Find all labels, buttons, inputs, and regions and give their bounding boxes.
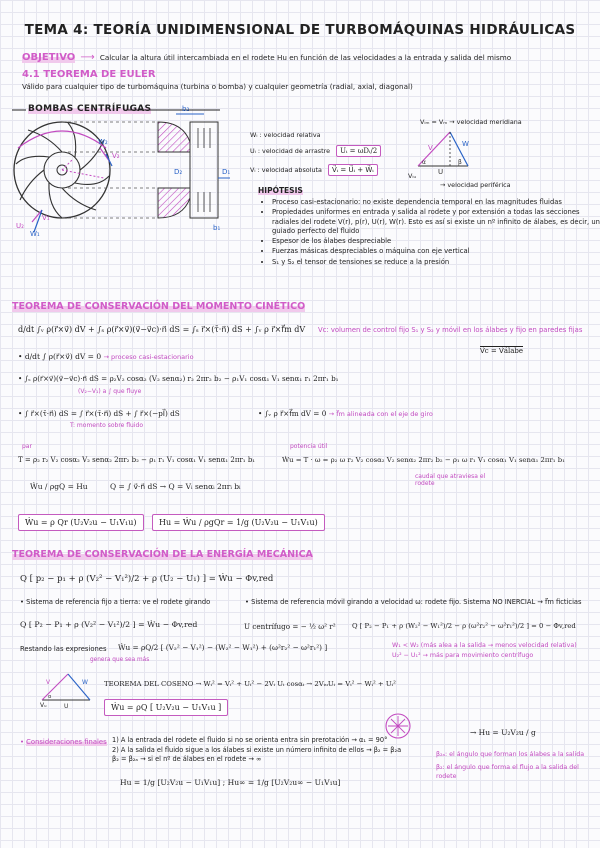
label-w1: W₁: [30, 230, 40, 238]
list-item: β₂ = β₂ₐ → si el nº de álabes en el rodete → ∞: [112, 755, 262, 763]
bullet-3-note: T: momento sobre fluido: [70, 422, 143, 429]
list-item: • Proceso casi-estacionario: no existe dependencia temporal en las magnitudes fluidas: [272, 198, 600, 208]
restando-label: Restando las expresiones: [20, 645, 107, 653]
sr-movil: • Sistema de referencia móvil girando a velocidad ω: rodete fijo. Sistema NO INERCIAL → f⃗m ficticias: [245, 598, 582, 606]
bullet-3: • ∫ r⃗×(τ̄·n⃗) dS = ∫ r⃗×(τ̄·n⃗) dS + ∫ r⃗×(−pI⃗) dS: [18, 409, 180, 418]
hipotesis-title: HIPÓTESIS: [258, 186, 303, 195]
svg-text:W: W: [82, 679, 88, 686]
bullet-1: • d/dt ∫ ρ(r⃗×v⃗) dV = 0 → proceso casi-estacionario: [18, 352, 194, 361]
label-u2: U₂: [16, 222, 24, 230]
label-b2: b₂: [182, 105, 190, 113]
restando-eq: Ẇu = ρQ/2 [ (V₂² − V₁²) − (W₂² − W₁²) + (ω²r₂² − ω²r₁²) ]: [118, 643, 328, 652]
result-box-energia: Ẇu = ρQ [ U₂V₂u − U₁V₁u ]: [104, 699, 228, 716]
svg-text:V: V: [428, 144, 433, 152]
wu-label: potencia útil: [290, 443, 328, 450]
rotor-icon: [384, 712, 414, 742]
bullet-2-note: (V₂−V₁) a ∫ que fluye: [78, 388, 142, 395]
finales-label: • Consideraciones finales: [20, 738, 107, 746]
vu-label: Vᵢᵤ: [408, 172, 417, 180]
qr-note: caudal que atraviesa el rodete: [415, 473, 486, 487]
svg-text:β: β: [458, 159, 462, 166]
list-item: • Propiedades uniformes en entrada y salida al rodete y por extensión a todas las secciones radiales del rodete V(r), p(r), U(r), W(r). Esto es así si existe un nº infinito de álabes, es decir, un guiado perfecto del fluido: [272, 208, 600, 237]
ui-formula-box: Uᵢ = ωDᵢ/2: [336, 145, 381, 157]
c1-result: → Hu = U₂V₂u / g: [470, 728, 536, 737]
momento-main-eq: d/dt ∫ᵥ ρ(r⃗×v⃗) dV + ∫ₛ ρ(r⃗×v⃗)(v⃗−v⃗c)·n⃗ dS = ∫ₛ r⃗×(τ̄·n⃗) dS + ∫ᵥ ρ r⃗×f⃗m dV: [18, 325, 306, 334]
list-item: • Fuerzas másicas despreciables o máquina con eje vertical: [272, 247, 600, 257]
svg-text:W: W: [462, 140, 469, 148]
vc-eq: V⃗c = V⃗álabe: [480, 347, 524, 355]
euler-heading: 4.1 TEOREMA DE EULER: [22, 69, 156, 80]
genera-note: genera que sea más: [90, 657, 150, 663]
eq-movil: Q [ P₂ − P₁ + ρ (W₂² − W₁²)/2 − ρ (ω²r₂² − ω²r₁²)/2 ] = 0 − Φv,red: [352, 622, 576, 630]
bullet-2: • ∫ₛ ρ(r⃗×v⃗)(v⃗−v⃗c)·n⃗ dS = ρ₂V₂ cosα₂ (V₂ senα₂) r₂ 2πr₂ b₂ − ρ₁V₁ cosα₁ V₁ senα₁ r₁ 2πr₁ b₁: [18, 374, 339, 383]
energia-main-eq: Q [ p₂ − p₁ + ρ (V₂² − V₁²)/2 + ρ (U₂ − U₁) ] = Ẇu − Φv,red: [20, 574, 274, 584]
objetivo-text: Calcular la altura útil intercambiada en el rodete Hu en función de las velocidades a la entrada y salida del mismo: [99, 53, 512, 62]
result-box-hu: Hu = Ẇu / ρgQr = 1/g (U₂V₂u − U₁V₁u): [152, 514, 325, 531]
list-item: • Espesor de los álabes despreciable: [272, 237, 600, 247]
velocity-legend: Wᵢ : velocidad relativa Uᵢ : velocidad de arrastre Uᵢ = ωDᵢ/2 Vᵢ : velocidad absoluta V⃗ᵢ = U⃗ᵢ + W⃗ᵢ: [250, 127, 381, 178]
result-box-wu: Ẇu = ρ Qr (U₂V₂u − U₁V₁u): [18, 514, 144, 531]
objetivo-label: OBJETIVO: [22, 52, 76, 63]
vc-note: Vc: volumen de control fijo S₁ y S₂ y móvil en los álabes y fijo en paredes fijas: [318, 326, 583, 334]
cosine-triangle: [38, 670, 98, 710]
label-w2: W₂: [98, 138, 108, 146]
vi-formula-box: V⃗ᵢ = U⃗ᵢ + W⃗ᵢ: [328, 164, 378, 176]
q-eq: Q = ∫ v⃗·n⃗ dS → Q = Vᵢ senαᵢ 2πrᵢ bᵢ: [110, 482, 241, 491]
svg-text:U: U: [64, 703, 69, 710]
notes-w-u: W₁ < W₂ (más alea a la salida → menos velocidad relativa) U₂² − U₁² → más para movimiento centrífugo: [392, 642, 577, 659]
list-item: • S₁ y S₂ el tensor de tensiones se reduce a la presión: [272, 258, 600, 268]
momento-heading: TEOREMA DE CONSERVACIÓN DEL MOMENTO CINÉTICO: [12, 301, 306, 312]
vu-text: → velocidad periférica: [440, 181, 511, 189]
list-item: 1) A la entrada del rodete el fluido si no se orienta entra sin prerotación → α₁ = 90°: [112, 736, 388, 744]
eq-fijo: Q [ P₂ − P₁ + ρ (V₂² − V₁²)/2 ] = Ẇu − Φv,red: [20, 620, 198, 629]
u-centrifugo: U centrífugo = − ½ ω² r²: [244, 622, 336, 631]
par-label: par: [22, 443, 32, 450]
list-item: 2) A la salida el fluido sigue a los álabes si existe un número infinito de ellos → β₂ = β₂a: [112, 745, 402, 754]
sr-fijo: • Sistema de referencia fijo a tierra: ve el rodete girando: [20, 598, 211, 606]
svg-text:α: α: [48, 694, 52, 700]
svg-text:V: V: [46, 679, 51, 686]
arrow-right-icon: ⟶: [80, 52, 95, 63]
velocity-triangle: [408, 128, 488, 178]
label-v2: V₂: [112, 152, 120, 160]
svg-text:α: α: [422, 159, 426, 166]
bombas-heading: BOMBAS CENTRÍFUGAS: [28, 104, 152, 114]
coseno-eq: TEOREMA DEL COSENO → Wᵢ² = Vᵢ² + Uᵢ² − 2Vᵢ Uᵢ cosαᵢ → 2VᵢᵤUᵢ = Vᵢ² − Wᵢ² + Uᵢ²: [104, 680, 396, 688]
hipotesis-list: [262, 198, 600, 268]
bullet-4: • ∫ᵥ ρ r⃗×f⃗m dV = 0 → f⃗m alineada con el eje de giro: [258, 409, 433, 418]
vu-tri-label: Vᵤ: [40, 702, 47, 709]
svg-text:U: U: [438, 168, 444, 176]
finales-list: [112, 736, 402, 765]
wu-eq: Ẇu = T · ω = ρ₂ ω r₂ V₂ cosα₂ V₂ senα₂ 2πr₂ b₂ − ρ₁ ω r₁ V₁ cosα₁ V₁ senα₁ 2πr₁ b₁: [282, 456, 565, 464]
euler-subtitle: Válido para cualquier tipo de turbomáquina (turbina o bomba) y cualquier geometría (radial, axial, diagonal): [22, 82, 413, 91]
hu-eq: Ẇu / ρgQ = Hu: [30, 482, 88, 491]
label-v1: V₁: [42, 214, 50, 222]
label-d1: D₁: [222, 168, 231, 176]
energia-heading: TEOREMA DE CONSERVACIÓN DE LA ENERGÍA MECÁNICA: [12, 549, 313, 560]
label-d2: D₂: [174, 168, 183, 176]
t-eq: T = ρ₂ r₂ V₂ cosα₂ V₂ senα₂ 2πr₂ b₂ − ρ₁ r₁ V₁ cosα₁ V₁ senα₁ 2πr₁ b₁: [18, 456, 256, 464]
page-title: TEMA 4: TEORÍA UNIDIMENSIONAL DE TURBOMÁQUINAS HIDRÁULICAS: [24, 22, 576, 38]
label-b1: b₁: [213, 224, 221, 232]
beta-notes: β₂ₐ: el ángulo que forman los álabes a la salida β₂: el ángulo que forma el flujo a la salida del rodete: [436, 751, 585, 780]
vm-label: Vᵢₘ = Vₘ → velocidad meridiana: [420, 118, 522, 126]
hu-final-eq: Hu = 1/g [U₂V₂u − U₁V₁u] ; Hu∞ = 1/g [U₂V₂u∞ − U₁V₁u]: [120, 778, 341, 787]
